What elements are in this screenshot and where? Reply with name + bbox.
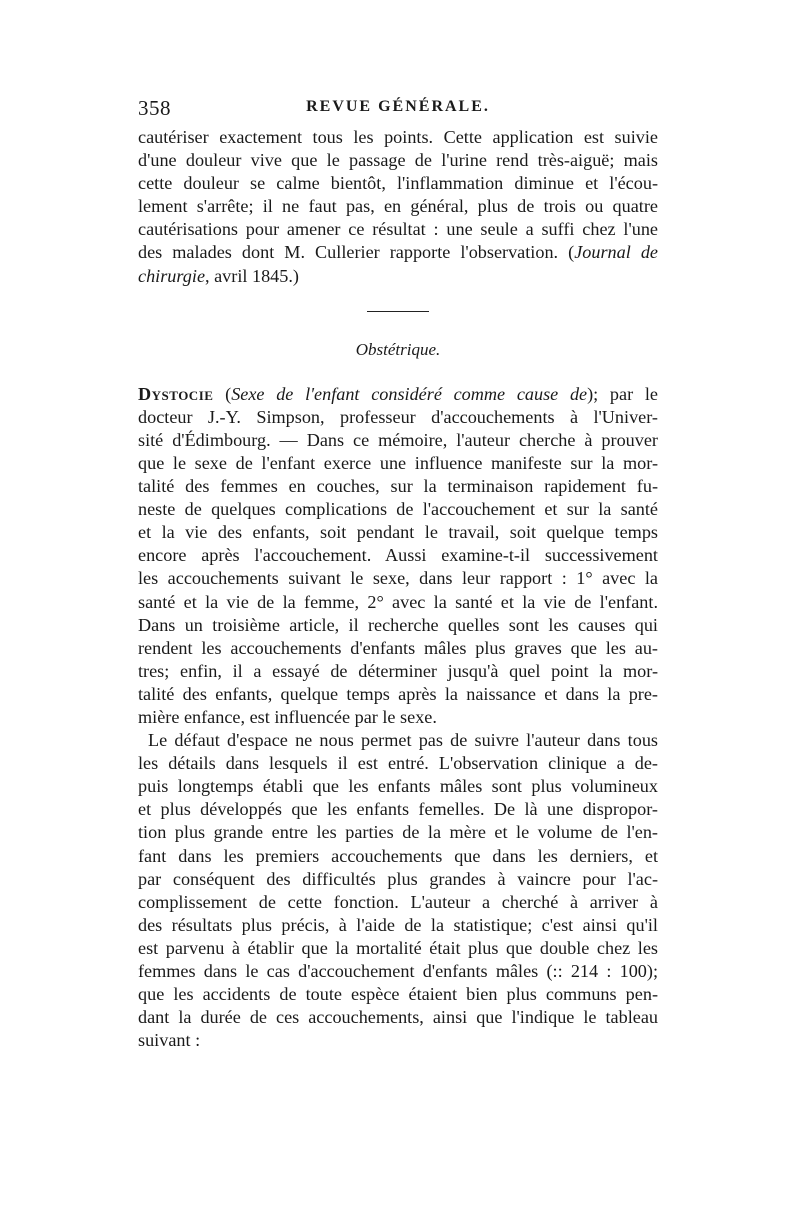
lead-open: ( — [213, 383, 232, 404]
text-line: des résultats plus précis, à l'aide de la statistique; c'est ainsi qu'il — [138, 914, 658, 935]
paragraph-statistics — [138, 729, 658, 1052]
text-line: Dans un troisième article, il recherche quelles sont les causes qui — [138, 614, 658, 635]
text-line: les détails dans lesquels il est entré. L'observation clinique a de- — [138, 753, 658, 774]
text-line: dant la durée de ces accouchements, ainsi que l'indique le tableau — [138, 1007, 658, 1028]
lead-line — [138, 383, 658, 406]
text-line: cautériser exactement tous les points. Cette application est suivie — [138, 127, 658, 147]
text-line: et la vie des enfants, soit pendant le travail, soit quelque temps — [138, 522, 658, 543]
text-line: encore après l'accouchement. Aussi examine-t-il successivement — [138, 545, 658, 566]
lead-term: Dystocie — [138, 383, 214, 404]
text-line: docteur J.-Y. Simpson, professeur d'accouchements à l'Univer- — [138, 406, 658, 427]
text-line: lement s'arrête; il ne faut pas, en général, plus de trois ou quatre — [138, 196, 658, 217]
citation-date: , avril 1845.) — [205, 265, 299, 286]
text-line: est parvenu à établir que la mortalité était plus que double chez les — [138, 937, 658, 958]
page — [138, 96, 658, 1052]
lead-rest: ); par le — [587, 383, 658, 404]
citation-journal: Journal de — [574, 242, 658, 263]
text-segment: des malades dont M. Cullerier rapporte l'observation. — [138, 242, 559, 263]
text-line: sité d'Édimbourg. — Dans ce mémoire, l'auteur cherche à prouver — [138, 429, 658, 450]
text-line: talité des enfants, quelque temps après la naissance et dans la pre- — [138, 683, 658, 704]
paragraph-cauterisation — [138, 126, 658, 288]
text-line: par conséquent des difficultés plus grandes à vaincre pour l'ac- — [138, 868, 658, 889]
section-divider — [367, 311, 429, 312]
text-line: cautérisations pour amener ce résultat : une seule a suffi chez l'une — [138, 219, 658, 240]
text-line: tres; enfin, il a essayé de déterminer jusqu'à quel point la mor- — [138, 660, 658, 681]
lead-subject: Sexe de l'enfant considéré comme cause de — [231, 383, 588, 404]
text-line: rendent les accouchements d'enfants mâles plus graves que les au- — [138, 637, 658, 658]
citation-journal-continued: chirurgie — [138, 265, 206, 286]
text-line: complissement de cette fonction. L'auteur a cherché à arriver à — [138, 891, 658, 912]
page-number: 358 — [138, 96, 171, 120]
text-line: d'une douleur vive que le passage de l'urine rend très-aiguë; mais — [138, 150, 658, 171]
running-title: REVUE GÉNÉRALE. — [306, 98, 490, 115]
citation-open: ( — [558, 242, 575, 263]
text-line: les accouchements suivant le sexe, dans leur rapport : 1° avec la — [138, 568, 658, 589]
text-line: mière enfance, est influencée par le sexe. — [138, 706, 437, 727]
text-line: santé et la vie de la femme, 2° avec la santé et la vie de l'enfant. — [138, 591, 658, 612]
text-line: talité des femmes en couches, sur la terminaison rapidement fu- — [138, 476, 658, 497]
section-title: Obstétrique. — [355, 339, 441, 359]
text-line-with-citation — [138, 241, 658, 264]
text-line: et plus développés que les enfants femelles. De là une dispropor- — [138, 799, 658, 820]
text-line: fant dans les premiers accouchements que dans les derniers, et — [138, 845, 658, 866]
text-line: cette douleur se calme bientôt, l'inflammation diminue et l'écou- — [138, 173, 658, 194]
text-line: Le défaut d'espace ne nous permet pas de suivre l'auteur dans tous — [148, 730, 658, 751]
text-line: puis longtemps établi que les enfants mâles sont plus volumineux — [138, 776, 658, 797]
text-line: suivant : — [138, 1030, 201, 1051]
text-line: tion plus grande entre les parties de la mère et le volume de l'en- — [138, 822, 658, 843]
text-line: femmes dans le cas d'accouchement d'enfants mâles (:: 214 : 100); — [138, 961, 658, 981]
text-line: que les accidents de toute espèce étaient bien plus communs pen- — [138, 984, 658, 1005]
citation-line — [138, 265, 658, 288]
text-line: neste de quelques complications de l'accouchement et sur la santé — [138, 499, 658, 520]
text-line: que le sexe de l'enfant exerce une influence manifeste sur la mor- — [138, 452, 658, 473]
running-head — [138, 96, 658, 126]
paragraph-dystocie — [138, 383, 658, 729]
